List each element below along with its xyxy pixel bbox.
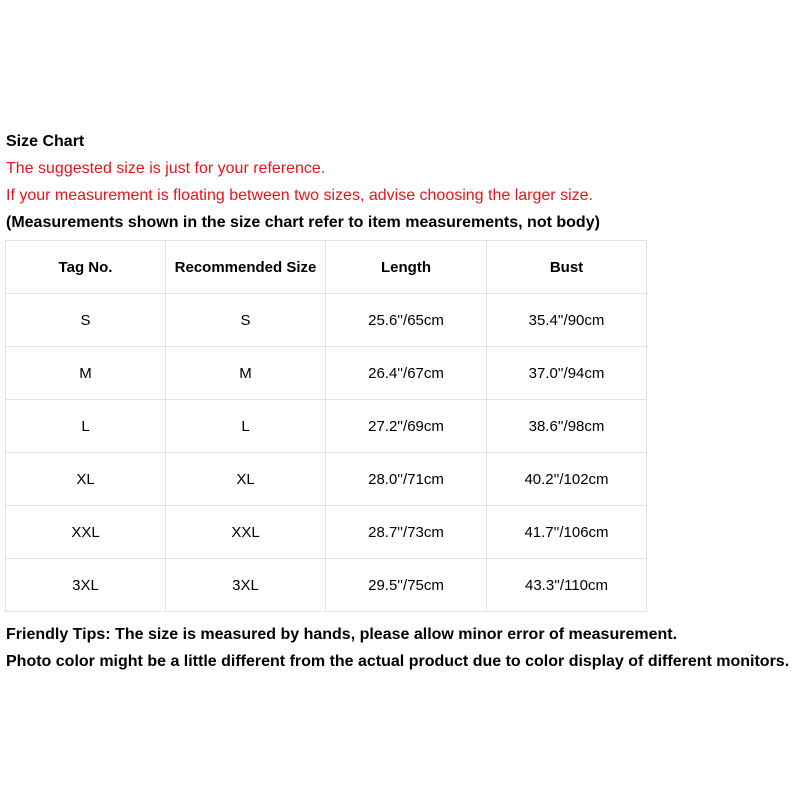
cell-length: 28.7''/73cm <box>326 506 487 559</box>
table-header-row <box>6 241 647 294</box>
cell-tag-no: XXL <box>6 506 166 559</box>
header-tag-no: Tag No. <box>6 241 166 294</box>
cell-recommended-size: L <box>166 400 326 453</box>
cell-bust: 35.4''/90cm <box>487 294 647 347</box>
cell-bust: 41.7''/106cm <box>487 506 647 559</box>
cell-length: 28.0''/71cm <box>326 453 487 506</box>
measurement-disclaimer: (Measurements shown in the size chart refer to item measurements, not body) <box>6 214 600 231</box>
cell-recommended-size: 3XL <box>166 559 326 612</box>
sizing-advice-note: If your measurement is floating between two sizes, advise choosing the larger size. <box>6 187 593 204</box>
header-length: Length <box>326 241 487 294</box>
cell-bust: 43.3''/110cm <box>487 559 647 612</box>
size-table <box>5 240 647 612</box>
cell-bust: 40.2''/102cm <box>487 453 647 506</box>
cell-length: 26.4''/67cm <box>326 347 487 400</box>
reference-note: The suggested size is just for your reference. <box>6 160 326 177</box>
table-row <box>6 400 647 453</box>
header-recommended-size: Recommended Size <box>166 241 326 294</box>
cell-recommended-size: M <box>166 347 326 400</box>
cell-tag-no: XL <box>6 453 166 506</box>
page-title: Size Chart <box>6 133 85 150</box>
cell-length: 29.5''/75cm <box>326 559 487 612</box>
cell-bust: 38.6''/98cm <box>487 400 647 453</box>
cell-recommended-size: XL <box>166 453 326 506</box>
cell-tag-no: M <box>6 347 166 400</box>
cell-tag-no: L <box>6 400 166 453</box>
cell-recommended-size: XXL <box>166 506 326 559</box>
cell-recommended-size: S <box>166 294 326 347</box>
table-row <box>6 347 647 400</box>
table-row <box>6 453 647 506</box>
cell-tag-no: 3XL <box>6 559 166 612</box>
table-row <box>6 294 647 347</box>
header-bust: Bust <box>487 241 647 294</box>
photo-color-note: Photo color might be a little different from the actual product due to color display of different monitors. <box>6 653 790 670</box>
cell-length: 27.2''/69cm <box>326 400 487 453</box>
table-row <box>6 506 647 559</box>
cell-bust: 37.0''/94cm <box>487 347 647 400</box>
cell-length: 25.6''/65cm <box>326 294 487 347</box>
friendly-tip: Friendly Tips: The size is measured by hands, please allow minor error of measurement. <box>6 626 678 643</box>
cell-tag-no: S <box>6 294 166 347</box>
table-row <box>6 559 647 612</box>
